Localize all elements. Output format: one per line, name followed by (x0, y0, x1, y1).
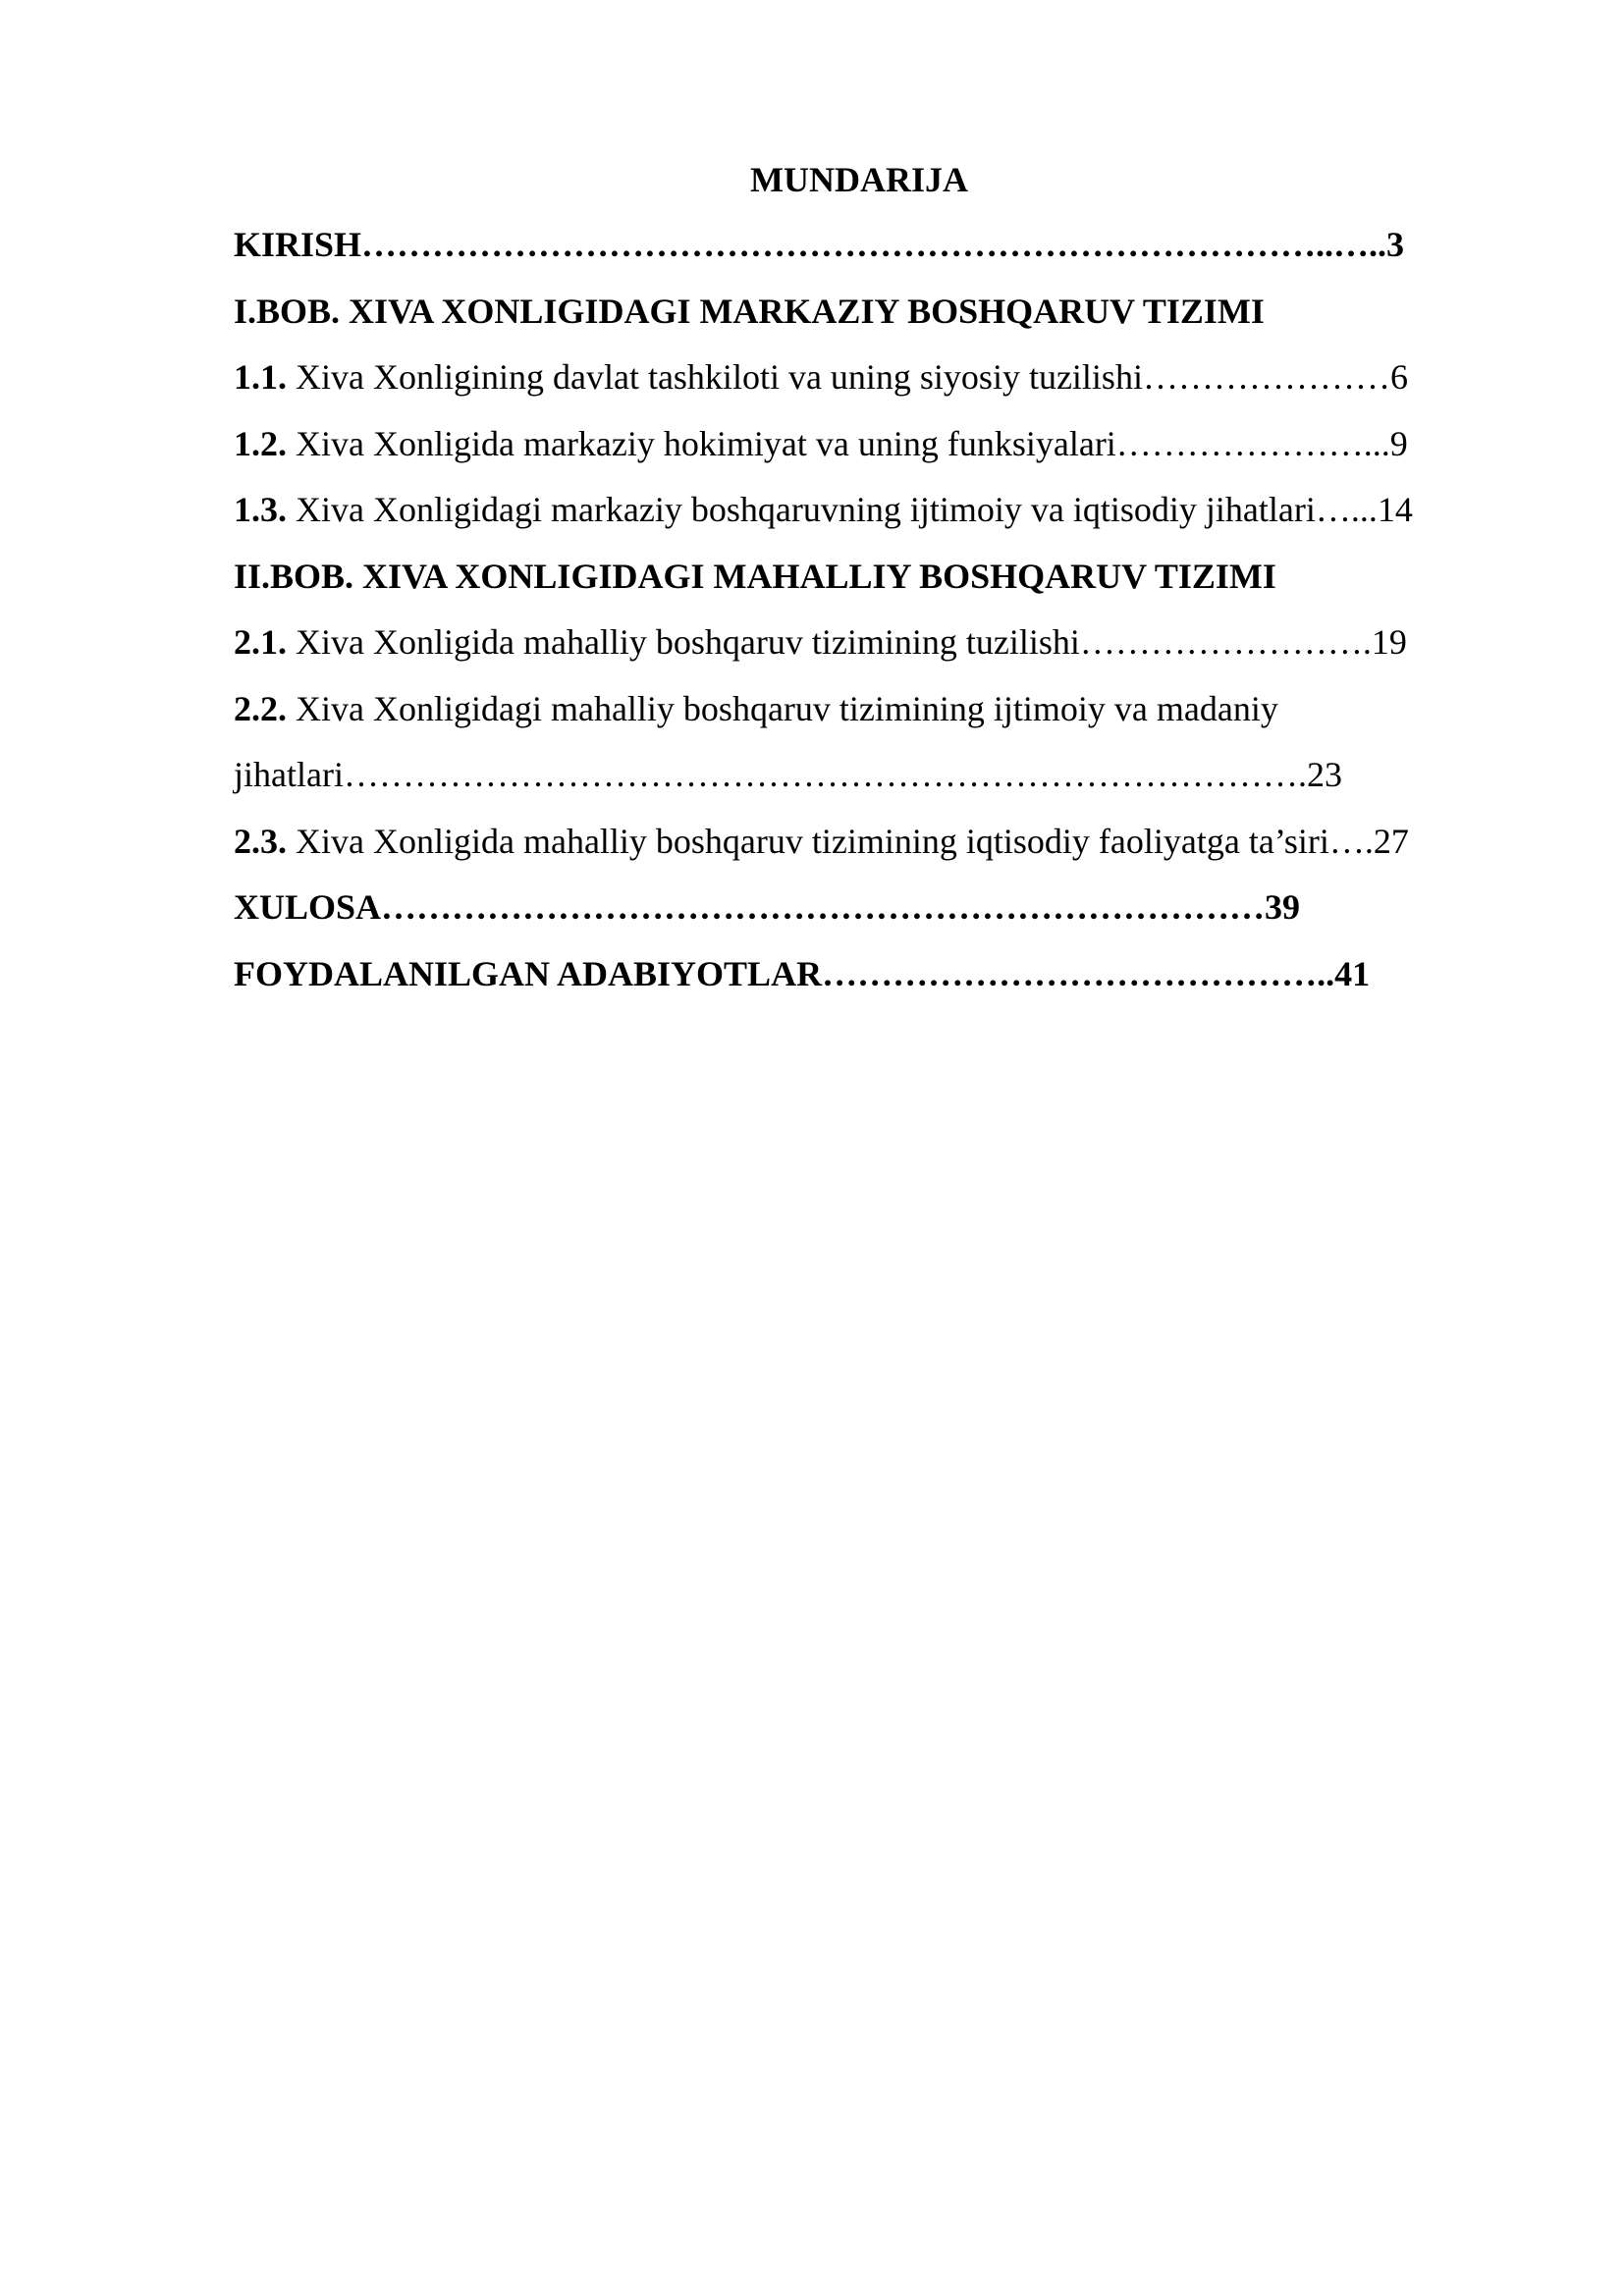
toc-entry-text: Xiva Xonligidagi markaziy boshqaruvning ijtimoiy va iqtisodiy jihatlari…...14 (287, 490, 1413, 529)
toc-entry-references (234, 941, 1520, 1008)
toc-entry-xulosa (234, 875, 1520, 941)
toc-title: MUNDARIJA (750, 160, 968, 199)
toc-entry-text: Xiva Xonligida markaziy hokimiyat va uning funksiyalari…………………...9 (287, 423, 1408, 463)
toc-section-number: 1.2. (234, 423, 287, 463)
toc-section-number: 2.2. (234, 688, 287, 728)
toc-entry-text: jihatlari……………………………………………………………………….23 (234, 755, 1342, 794)
toc-section-2-3 (234, 809, 1520, 876)
toc-entry-text: FOYDALANILGAN ADABIYOTLAR……………………………………..41 (234, 953, 1371, 993)
toc-entry-text: I.BOB. XIVA XONLIGIDAGI MARKAZIY BOSHQARUV TIZIMI (234, 291, 1265, 331)
toc-chapter-2 (234, 544, 1520, 611)
toc-section-1-2 (234, 411, 1520, 478)
toc-section-2-2-continued (234, 742, 1520, 809)
toc-section-1-1 (234, 345, 1520, 411)
toc-section-number: 2.1. (234, 622, 287, 662)
toc-section-number: 2.3. (234, 821, 287, 861)
toc-entry-kirish (234, 212, 1520, 279)
toc-section-number: 1.3. (234, 490, 287, 529)
toc-entry-text: XULOSA…………………………………………………………………39 (234, 887, 1301, 927)
toc-section-2-2 (234, 676, 1520, 743)
toc-entry-text: II.BOB. XIVA XONLIGIDAGI MAHALLIY BOSHQARUV TIZIMI (234, 556, 1276, 596)
toc-entry-text: Xiva Xonligining davlat tashkiloti va uning siyosiy tuzilishi…………………6 (287, 357, 1408, 397)
toc-chapter-1 (234, 279, 1520, 346)
toc-section-1-3 (234, 477, 1520, 544)
toc-entry-text: Xiva Xonligida mahalliy boshqaruv tizimining iqtisodiy faoliyatga ta’siri….27 (287, 821, 1409, 861)
toc-entry-text: KIRISH………………………………………………………………………..…..3 (234, 225, 1405, 264)
table-of-contents (234, 147, 1520, 1007)
toc-section-2-1 (234, 610, 1520, 676)
toc-entry-text: Xiva Xonligida mahalliy boshqaruv tizimining tuzilishi…………………….19 (287, 622, 1407, 662)
toc-section-number: 1.1. (234, 357, 287, 397)
toc-entry-text: Xiva Xonligidagi mahalliy boshqaruv tizimining ijtimoiy va madaniy (287, 688, 1278, 728)
